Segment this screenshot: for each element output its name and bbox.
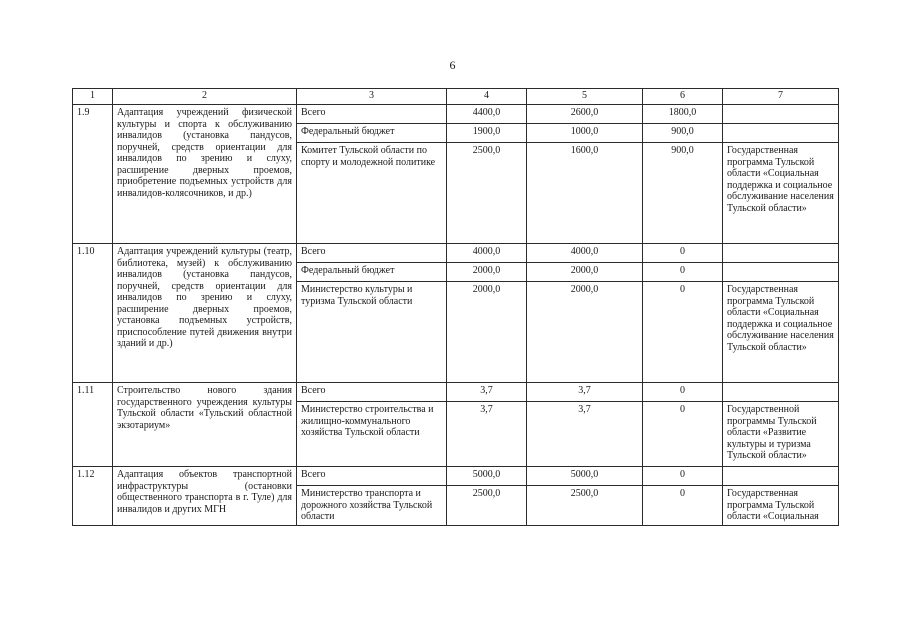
table-row [73, 105, 839, 124]
value-col4: 2000,0 [447, 282, 527, 383]
header-cell: 6 [643, 89, 723, 105]
row-description: Адаптация объектов транспортной инфраструктуры (остановки общественного транспорта в г. Туле) для инвалидов и других МГН [113, 467, 297, 526]
value-col4: 2500,0 [447, 486, 527, 526]
header-cell: 2 [113, 89, 297, 105]
funding-source: Федеральный бюджет [297, 263, 447, 282]
value-col6: 0 [643, 486, 723, 526]
funding-source: Всего [297, 467, 447, 486]
value-col5: 1000,0 [527, 124, 643, 143]
value-col4: 5000,0 [447, 467, 527, 486]
value-col6: 900,0 [643, 143, 723, 244]
header-cell: 1 [73, 89, 113, 105]
value-col6: 0 [643, 467, 723, 486]
program-cell: Государственной программы Тульской области «Развитие культуры и туризма Тульской области» [723, 402, 839, 467]
value-col5: 3,7 [527, 383, 643, 402]
program-cell [723, 124, 839, 143]
header-cell: 4 [447, 89, 527, 105]
table-row [73, 467, 839, 486]
funding-source: Всего [297, 383, 447, 402]
program-cell: Государственная программа Тульской области «Социальная поддержка и социальное обслуживание населения Тульской области» [723, 143, 839, 244]
row-id: 1.12 [73, 467, 113, 526]
value-col6: 0 [643, 402, 723, 467]
budget-table [72, 88, 839, 526]
program-cell [723, 105, 839, 124]
value-col4: 4400,0 [447, 105, 527, 124]
program-cell [723, 467, 839, 486]
header-cell: 5 [527, 89, 643, 105]
table-header-row [73, 89, 839, 105]
row-id: 1.10 [73, 244, 113, 383]
header-cell: 3 [297, 89, 447, 105]
value-col6: 0 [643, 383, 723, 402]
page-number: 6 [449, 58, 456, 72]
program-cell: Государственная программа Тульской области «Социальная [723, 486, 839, 526]
value-col4: 4000,0 [447, 244, 527, 263]
funding-source: Всего [297, 244, 447, 263]
value-col5: 2500,0 [527, 486, 643, 526]
header-cell: 7 [723, 89, 839, 105]
row-description: Адаптация учреждений физической культуры и спорта к обслуживанию инвалидов (установка пандусов, поручней, средств ориентации для инвалидов по зрению и слуху, расширение дверных проемов, приобретение подъемных устройств для инвалидов-колясочников, и др.) [113, 105, 297, 244]
value-col4: 2500,0 [447, 143, 527, 244]
row-description: Адаптация учреждений культуры (театр, библиотека, музей) к обслуживанию инвалидов (установка пандусов, поручней, средств ориентации для инвалидов по зрению и слуху, расширение дверных проемов, установка подъемных устройств, приспособление путей движения внутри зданий и др.) [113, 244, 297, 383]
value-col5: 5000,0 [527, 467, 643, 486]
value-col5: 2000,0 [527, 263, 643, 282]
value-col4: 2000,0 [447, 263, 527, 282]
value-col6: 0 [643, 263, 723, 282]
funding-source: Министерство транспорта и дорожного хозяйства Тульской области [297, 486, 447, 526]
value-col6: 0 [643, 244, 723, 263]
program-cell: Государственная программа Тульской области «Социальная поддержка и социальное обслуживание населения Тульской области» [723, 282, 839, 383]
value-col5: 2000,0 [527, 282, 643, 383]
program-cell [723, 383, 839, 402]
value-col6: 1800,0 [643, 105, 723, 124]
table-row [73, 383, 839, 402]
value-col5: 1600,0 [527, 143, 643, 244]
program-cell [723, 244, 839, 263]
value-col5: 4000,0 [527, 244, 643, 263]
funding-source: Министерство строительства и жилищно-коммунального хозяйства Тульской области [297, 402, 447, 467]
funding-source: Всего [297, 105, 447, 124]
value-col5: 3,7 [527, 402, 643, 467]
funding-source: Федеральный бюджет [297, 124, 447, 143]
row-description: Строительство нового здания государственного учреждения культуры Тульской области «Тульский областной экзотариум» [113, 383, 297, 467]
value-col4: 1900,0 [447, 124, 527, 143]
value-col4: 3,7 [447, 402, 527, 467]
funding-source: Министерство культуры и туризма Тульской области [297, 282, 447, 383]
table-row [73, 244, 839, 263]
value-col4: 3,7 [447, 383, 527, 402]
program-cell [723, 263, 839, 282]
value-col6: 900,0 [643, 124, 723, 143]
row-id: 1.11 [73, 383, 113, 467]
value-col6: 0 [643, 282, 723, 383]
row-id: 1.9 [73, 105, 113, 244]
value-col5: 2600,0 [527, 105, 643, 124]
funding-source: Комитет Тульской области по спорту и молодежной политике [297, 143, 447, 244]
